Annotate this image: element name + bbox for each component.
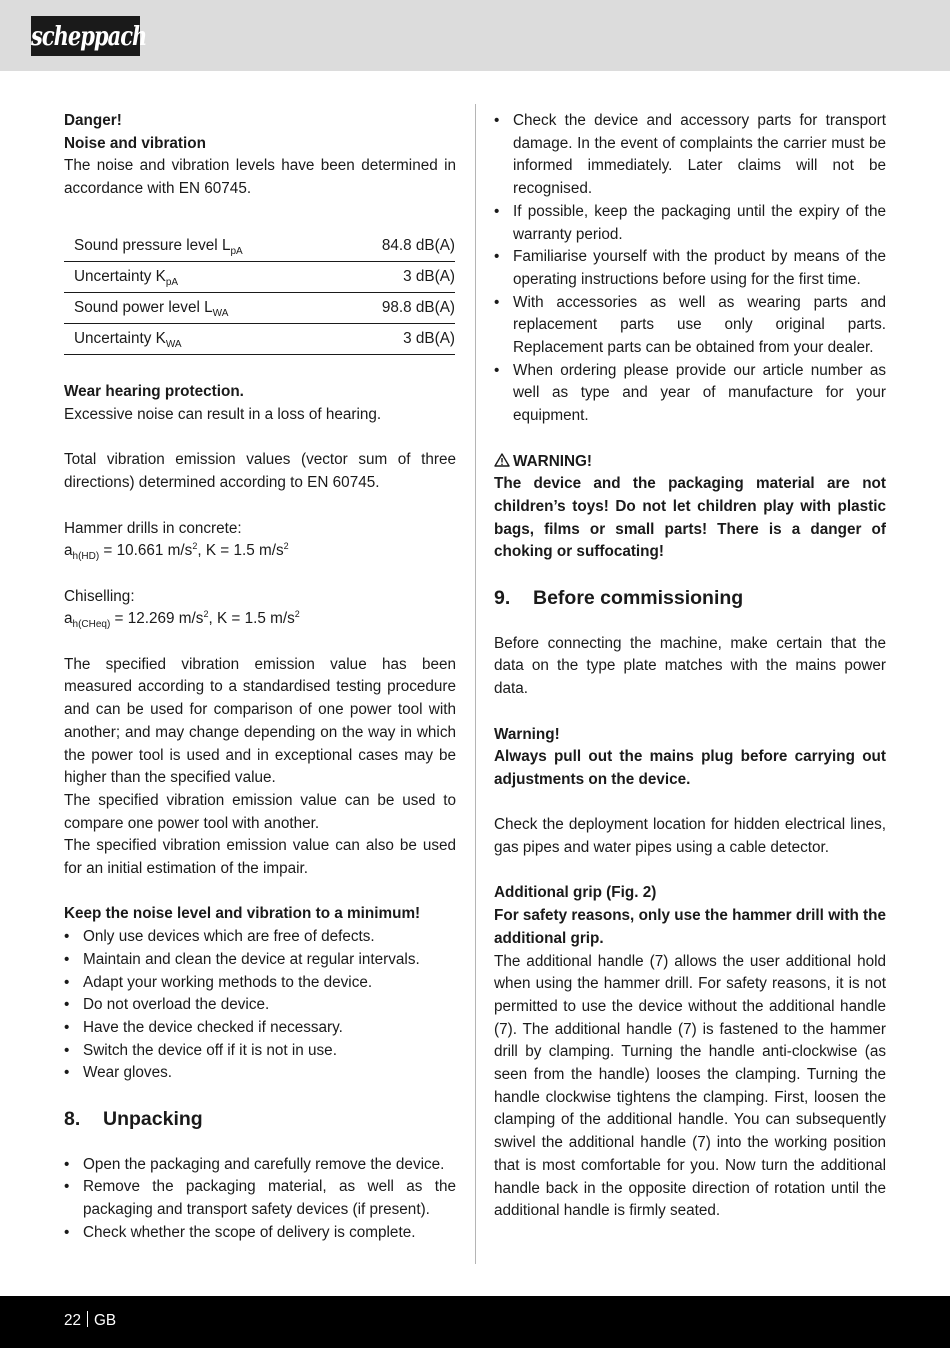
list-item: • Do not overload the device.	[64, 994, 456, 1017]
grip-bold-text: For safety reasons, only use the hammer drill with the additional grip.	[494, 907, 886, 947]
list-item: • Wear gloves.	[64, 1062, 456, 1085]
spec-label: Sound pressure level $L_{pA}$	[64, 231, 341, 262]
section-8-heading: 8. Unpacking	[64, 1108, 203, 1131]
unpack-list	[64, 1154, 456, 1245]
column-divider	[475, 104, 476, 1264]
brand-logo-text: scheppach	[31, 19, 147, 51]
table-row	[64, 324, 455, 355]
grip-text: The additional handle (7) allows the user additional hold when using the hammer drill. For safety reasons, it is not permitted to use the device without the additional handle (7). The additional handle (7) is fastened to the hammer drill by clamping. Turning the handle anti-clockwise (as seen from the handle) looses the clamping. Turning the handle clockwise tightens the clamping. First, loosen the clamping of the additional handle. You can subsequently swivel the additional handle (7) into the working position that is most comfortable for you. Now turn the additional handle back in the opposite direction of rotation until the additional handle is firmly seated.	[494, 952, 886, 1220]
hammer-formula: $a_{h(HD)} = 10.661$ $m/s^2$, K = 1.5 $m/s^2$	[64, 541, 289, 563]
grip-heading: Additional grip (Fig. 2)	[494, 884, 657, 902]
spec-paragraph-3: The specified vibration emission value can also be used for an initial estimation of the impair.	[64, 837, 456, 878]
spec-value: 98.8 dB(A)	[341, 293, 455, 324]
check-location-text: Check the deployment location for hidden electrical lines, gas pipes and water pipes using a cable detector.	[494, 816, 886, 857]
noise-intro: The noise and vibration levels have been determined in accordance with EN 60745.	[64, 157, 456, 198]
list-item: • Have the device checked if necessary.	[64, 1017, 456, 1040]
warning-heading: WARNING!	[494, 451, 886, 474]
spec-value: 3 dB(A)	[341, 262, 455, 293]
spec-value: 84.8 dB(A)	[341, 231, 455, 262]
table-row	[64, 293, 455, 324]
list-item: • If possible, keep the packaging until the expiry of the warranty period.	[494, 201, 886, 246]
list-item: • Only use devices which are free of defects.	[64, 926, 456, 949]
page-header	[0, 0, 950, 71]
keep-list	[64, 926, 456, 1085]
spec-paragraph-2: The specified vibration emission value can be used to compare one power tool with another.	[64, 791, 456, 832]
left-column	[64, 110, 456, 1245]
hammer-label: Hammer drills in concrete:	[64, 519, 242, 537]
list-item: • Switch the device off if it is not in use.	[64, 1040, 456, 1063]
warning-text: The device and the packaging material are not children’s toys! Do not let children play with plastic bags, films or small parts! There is a danger of choking or suffocating!	[494, 475, 886, 561]
warning2-text: Always pull out the mains plug before carrying out adjustments on the device.	[494, 748, 886, 788]
table-row	[64, 231, 455, 262]
page-number: 22 GB	[64, 1312, 117, 1329]
spec-paragraph-1: The specified vibration emission value has been measured according to a standardised testing procedure and can be used for comparison of one power tool with another; and may change depending on the way in which the power tool is used and in exceptional cases may be higher than the specified value.	[64, 655, 456, 787]
chisel-formula: $a_{h(CHeq)} = 12.269$ $m/s^2$, K = 1.5 $m/s^2$	[64, 609, 300, 631]
table-row	[64, 262, 455, 293]
check-list	[494, 110, 886, 428]
right-column	[494, 110, 886, 1223]
vibration-intro: Total vibration emission values (vector sum of three directions) determined according to EN 60745.	[64, 451, 456, 492]
keep-heading: Keep the noise level and vibration to a minimum!	[64, 905, 421, 923]
list-item: • Familiarise yourself with the product by means of the operating instructions before using for the first time.	[494, 246, 886, 291]
page-footer	[0, 1296, 950, 1348]
list-item: • Adapt your working methods to the device.	[64, 972, 456, 995]
hearing-text: Excessive noise can result in a loss of hearing.	[64, 406, 382, 424]
noise-heading: Noise and vibration	[64, 134, 206, 152]
spec-value: 3 dB(A)	[341, 324, 455, 355]
list-item: • Check the device and accessory parts for transport damage. In the event of complaints the carrier must be informed immediately. Later claims will not be recognised.	[494, 110, 886, 201]
list-item: • When ordering please provide our article number as well as type and year of manufacture for your equipment.	[494, 360, 886, 428]
spec-label: Uncertainty $K_{WA}$	[64, 324, 341, 355]
section-9-heading: 9. Before commissioning	[494, 587, 744, 610]
warning-triangle-icon	[494, 453, 510, 467]
hearing-heading: Wear hearing protection.	[64, 383, 244, 401]
list-item: • Check whether the scope of delivery is complete.	[64, 1222, 456, 1245]
spec-label: Sound power level $L_{WA}$	[64, 293, 341, 324]
warning2-heading: Warning!	[494, 725, 560, 743]
list-item: • Maintain and clean the device at regular intervals.	[64, 949, 456, 972]
list-item: • With accessories as well as wearing parts and replacement parts use only original parts. Replacement parts can be obtained from your dealer.	[494, 292, 886, 360]
spec-label: Uncertainty $K_{pA}$	[64, 262, 341, 293]
chisel-label: Chiselling:	[64, 587, 135, 605]
list-item: • Open the packaging and carefully remove the device.	[64, 1154, 456, 1177]
brand-logo	[31, 16, 147, 56]
noise-spec-table	[64, 231, 455, 356]
list-item: • Remove the packaging material, as well as the packaging and transport safety devices (if present).	[64, 1176, 456, 1221]
commission-text: Before connecting the machine, make certain that the data on the type plate matches with the mains power data.	[494, 634, 886, 698]
danger-heading: Danger!	[64, 112, 122, 129]
